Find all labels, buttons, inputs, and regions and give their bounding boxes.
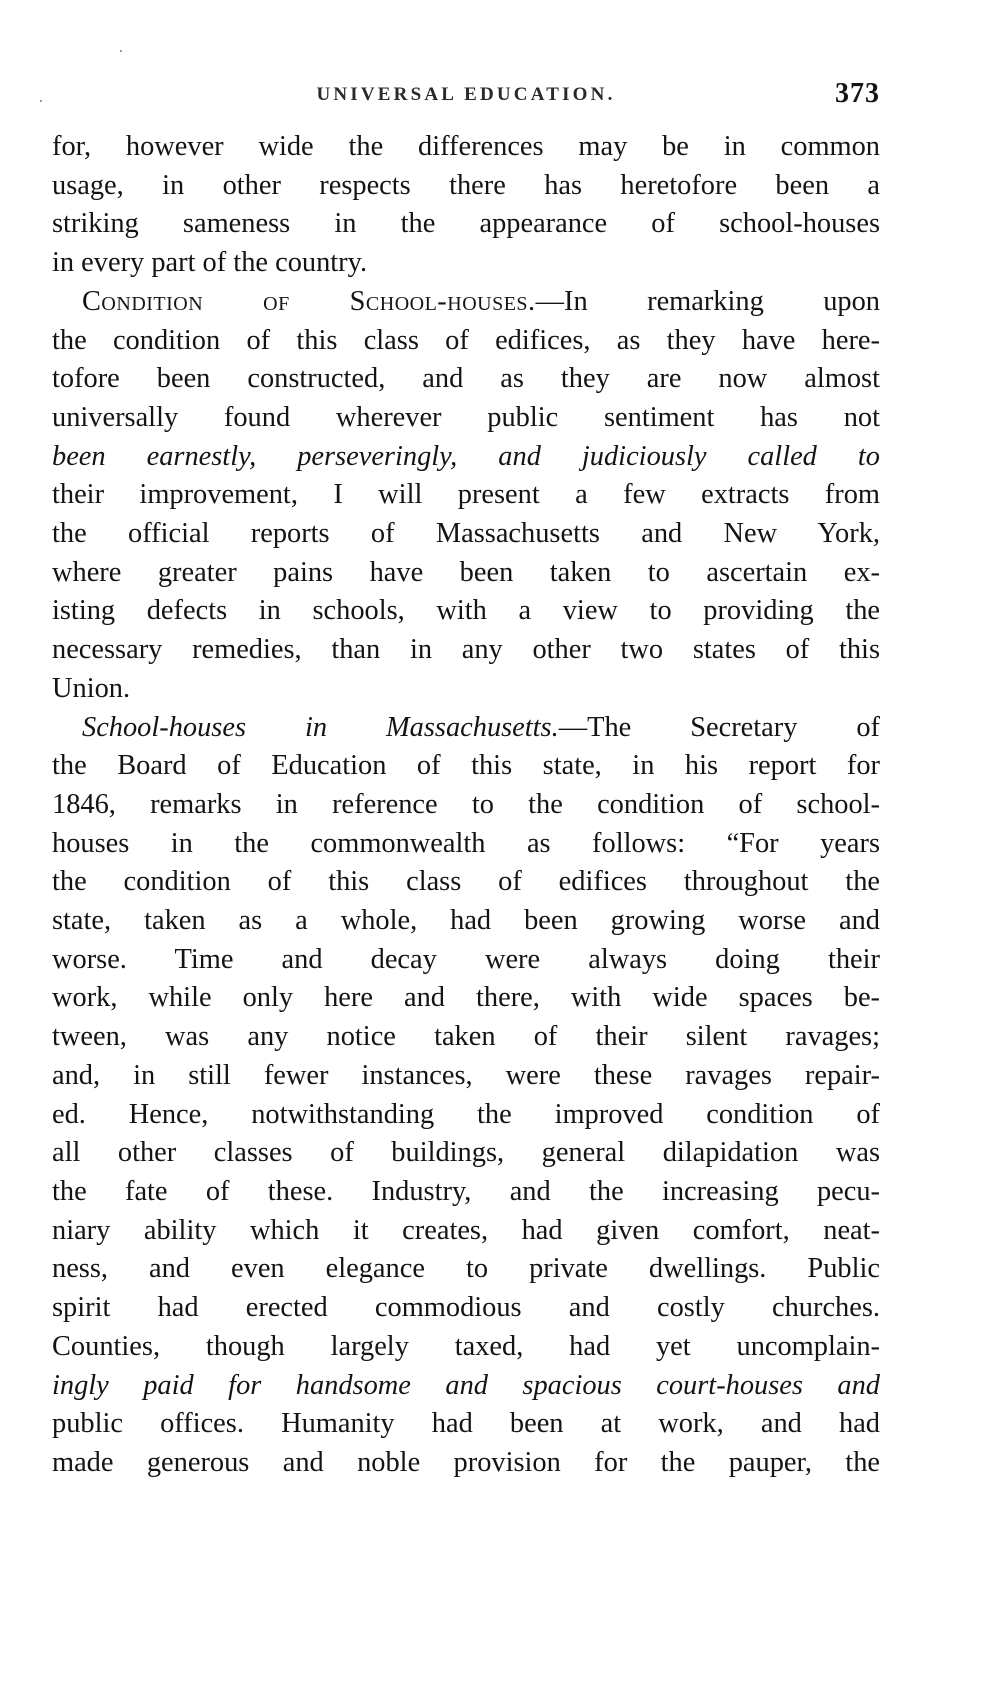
scan-speck xyxy=(120,50,122,52)
text-line: state, taken as a whole, had been growing worse and xyxy=(52,905,880,937)
running-head xyxy=(52,78,880,118)
text-line: universally found wherever public sentiment has not xyxy=(52,401,880,433)
text-line: for, however wide the differences may be in common xyxy=(52,131,880,162)
text-line: niary ability which it creates, had given comfort, neat- xyxy=(52,1214,880,1246)
text-line: Union. xyxy=(52,672,131,704)
paragraph-1 xyxy=(52,128,880,283)
text-line-rest: —The Secretary of xyxy=(558,711,880,743)
text-line: the Board of Education of this state, in his report for xyxy=(52,750,880,782)
text-line: striking sameness in the appearance of school-houses xyxy=(52,208,880,240)
text-line: the fate of these. Industry, and the increasing pecu- xyxy=(52,1175,880,1207)
text-line: spirit had erected commodious and costly churches. xyxy=(52,1292,880,1324)
section-heading-condition: Condition of School-houses. xyxy=(82,285,536,317)
text-line: tofore been constructed, and as they are now almost xyxy=(52,363,880,395)
text-line: all other classes of buildings, general dilapidation was xyxy=(52,1137,880,1169)
text-line: and, in still fewer instances, were these ravages repair- xyxy=(52,1059,880,1091)
text-line: ness, and even elegance to private dwellings. Public xyxy=(52,1253,880,1285)
text-line: where greater pains have been taken to ascertain ex- xyxy=(52,556,880,588)
text-line: necessary remedies, than in any other two states of this xyxy=(52,634,880,666)
text-line: public offices. Humanity had been at work, and had xyxy=(52,1408,880,1440)
text-line-rest: —In remarking upon xyxy=(535,285,880,317)
text-line: in every part of the country. xyxy=(52,247,368,279)
body-text xyxy=(52,128,880,1483)
text-line: isting defects in schools, with a view to providing the xyxy=(52,595,880,627)
text-line: usage, in other respects there has heretofore been a xyxy=(52,169,880,201)
text-line: the official reports of Massachusetts and New York, xyxy=(52,518,880,550)
text-line xyxy=(52,283,880,322)
text-line: tween, was any notice taken of their silent ravages; xyxy=(52,1021,880,1053)
text-line: houses in the commonwealth as follows: “For years xyxy=(52,827,880,859)
text-line xyxy=(52,709,880,748)
text-line: their improvement, I will present a few extracts from xyxy=(52,479,880,511)
text-line: work, while only here and there, with wide spaces be- xyxy=(52,982,880,1014)
text-line: ingly paid for handsome and spacious court-houses and xyxy=(52,1369,880,1401)
paragraph-2 xyxy=(52,283,880,709)
text-line: 1846, remarks in reference to the condition of school- xyxy=(52,788,880,820)
text-line: been earnestly, perseveringly, and judiciously called to xyxy=(52,440,880,472)
text-line: the condition of this class of edifices throughout the xyxy=(52,866,880,898)
text-line: Counties, though largely taxed, had yet uncomplain- xyxy=(52,1330,880,1362)
text-line: made generous and noble provision for the pauper, the xyxy=(52,1446,880,1478)
text-line: the condition of this class of edifices, as they have here- xyxy=(52,324,880,356)
text-line: worse. Time and decay were always doing their xyxy=(52,943,880,975)
page-number: 373 xyxy=(835,78,880,109)
section-heading-massachusetts: School-houses in Massachusetts. xyxy=(82,711,559,743)
text-line: ed. Hence, notwithstanding the improved condition of xyxy=(52,1098,880,1130)
running-title: UNIVERSAL EDUCATION. xyxy=(316,84,616,105)
scan-speck xyxy=(40,100,42,102)
paragraph-3 xyxy=(52,709,880,1483)
